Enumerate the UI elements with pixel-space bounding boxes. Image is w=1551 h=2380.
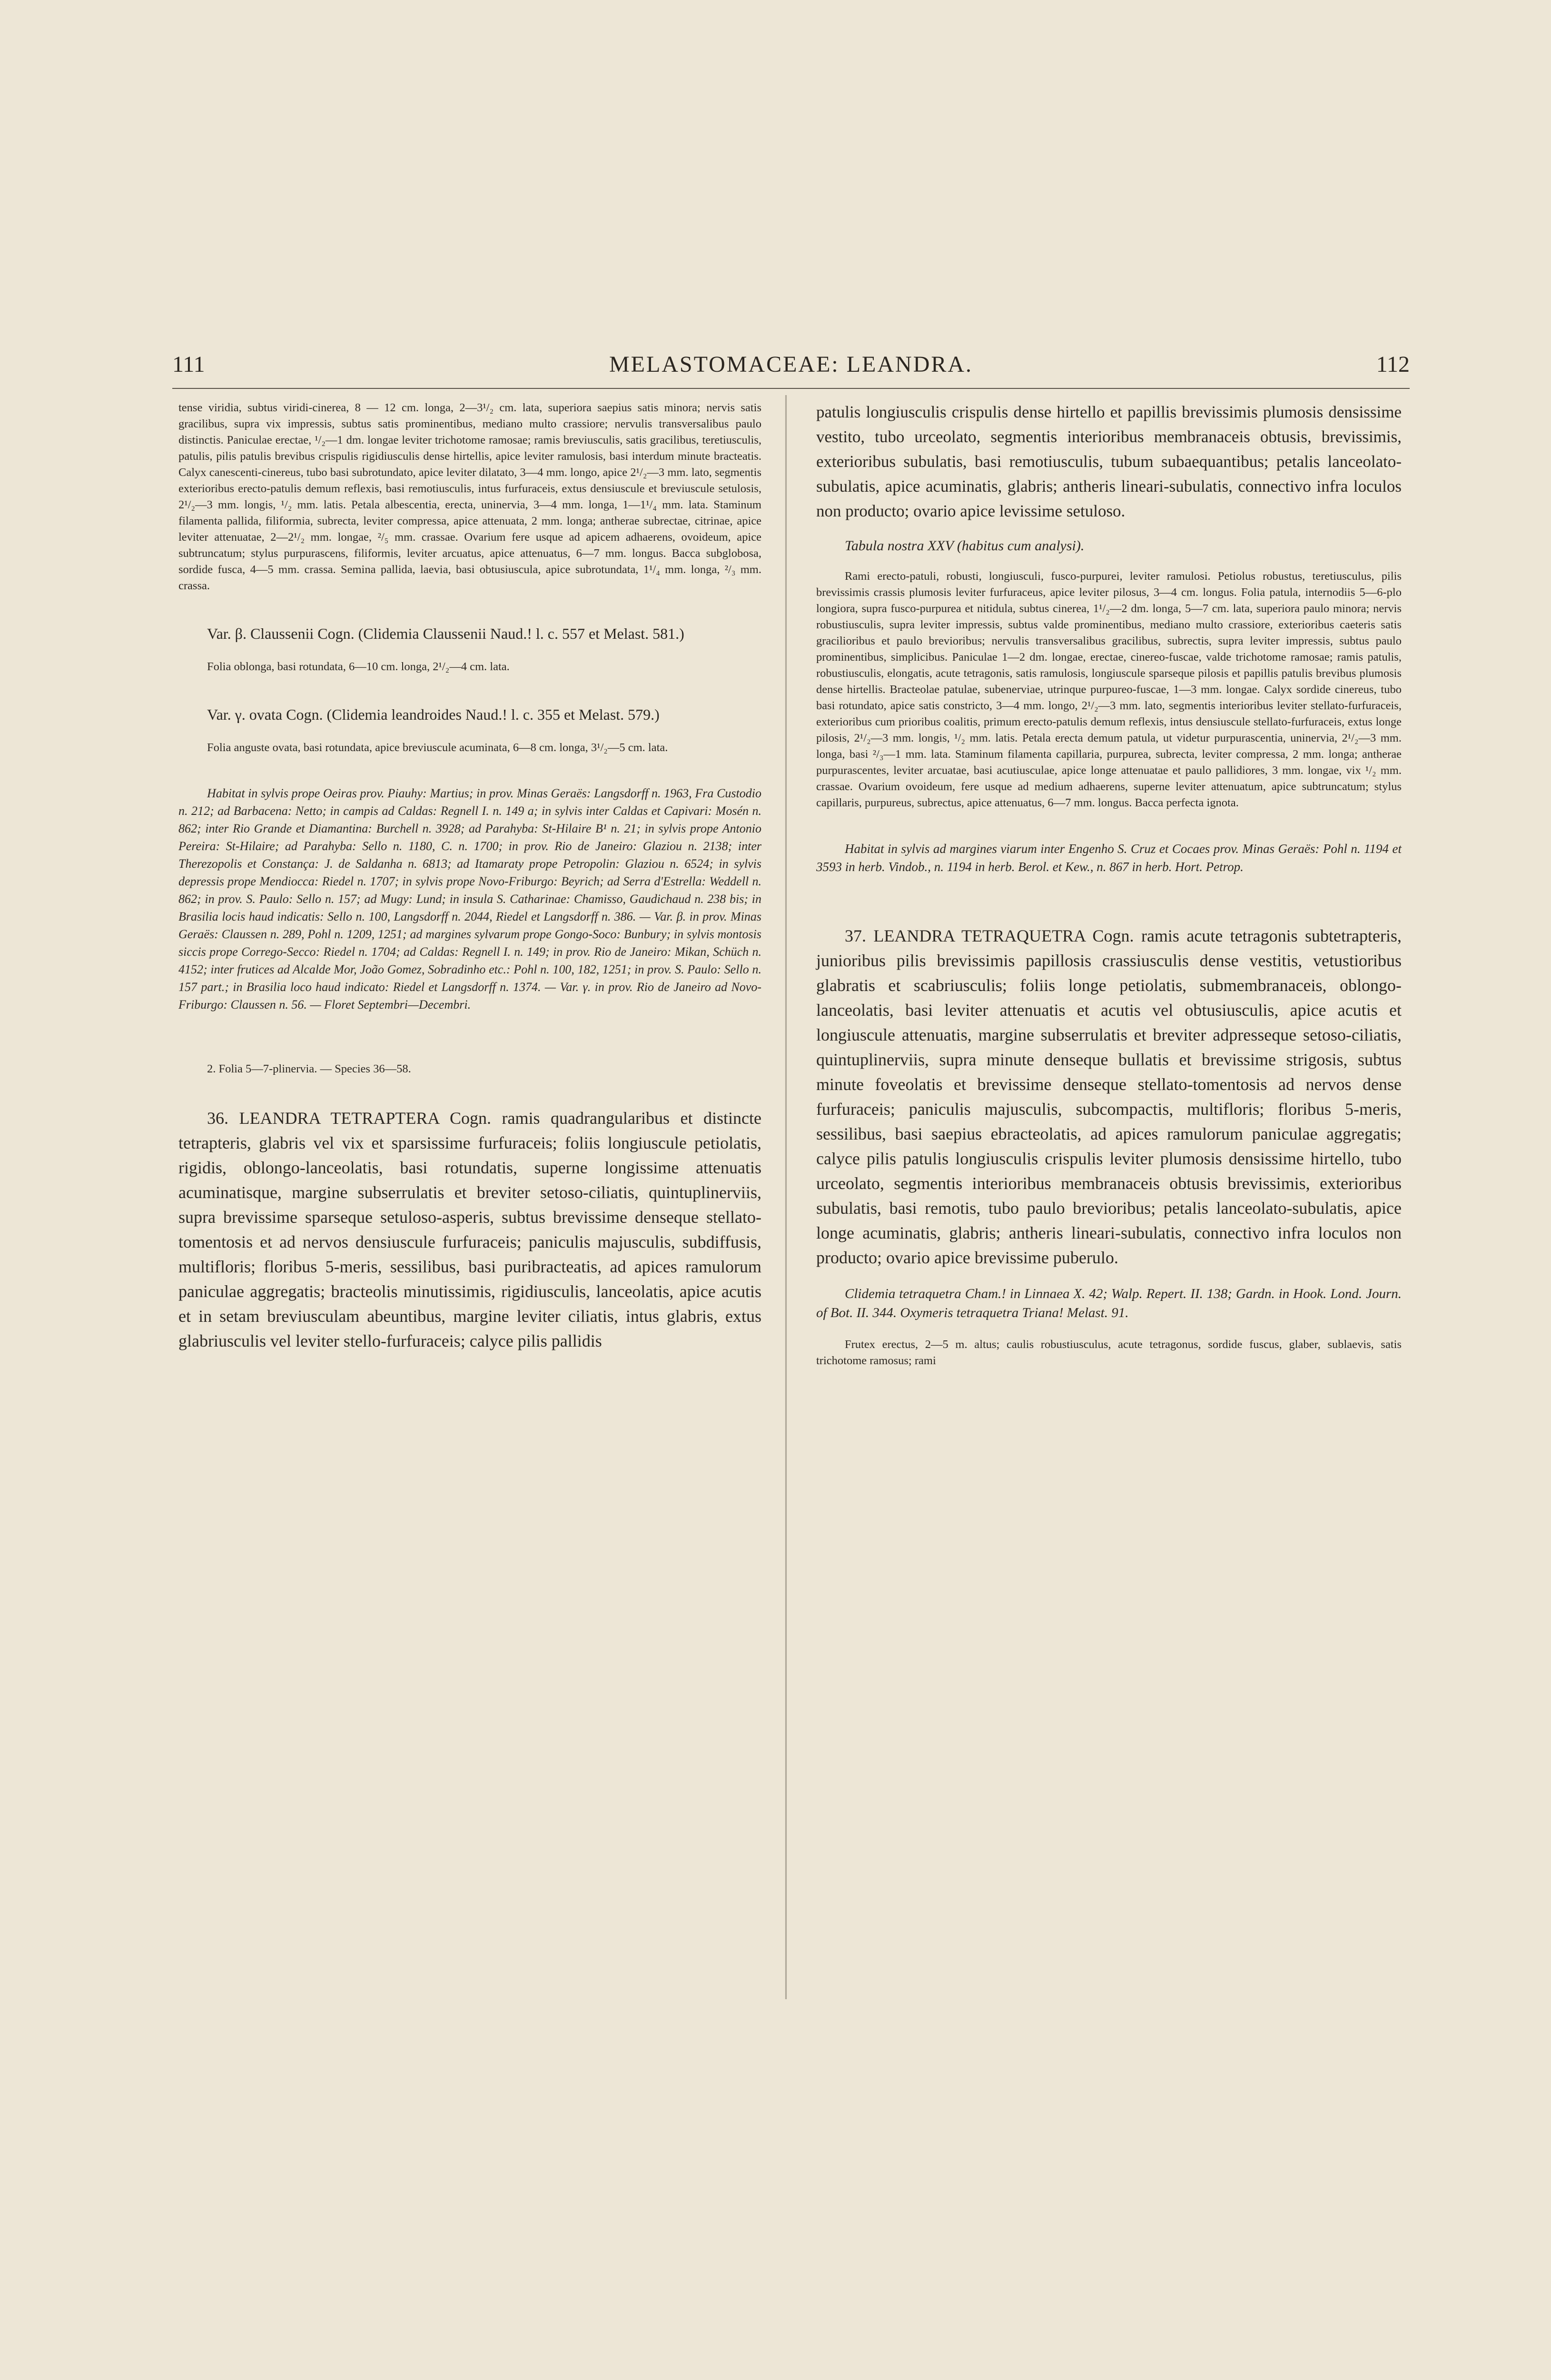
species-37-diagnosis: 37. LEANDRA TETRAQUETRA Cogn. ramis acute tetragonis subtetrapteris, junioribus pilis brevissimis papillosis crassiusculis dense vestitis, vetustioribus glabratis et scabriusculis; foliis longe petiolatis, submembranaceis, oblongo-lanceolatis, basi leviter attenuatis et acutis vel obtusiusculis, apice acutis et longiuscule attenuatis, margine subserrulatis et breviter adpresseque setoso-ciliatis, quintuplinerviis, supra minute denseque bullatis et brevissime strigosis, subtus minute foveolatis et brevissime denseque stellato-tomentosis ad nervos dense furfuraceis; paniculis majusculis, subcompactis, multifloris; floribus 5-meris, sessilibus, basi saepius ebracteolatis, ad apices ramulorum paniculae aggregatis; calyce pilis patulis longiusculis crispulis leviter plumosis densissime hirtello, tubo urceolato, segmentis interioribus membranaceis obtusis brevissimis, exterioribus subulatis, basi remotis, tubo paulo brevioribus; petalis lanceolato-subulatis, apice longe acuminatis, glabris; antheris lineari-subulatis, connectivo infra loculos non producto; ovario apice brevissime puberulo. bbox=[816, 926, 1402, 1267]
variety-beta-description: Folia oblonga, basi rotundata, 6—10 cm. longa, 2¹/₂—4 cm. lata. bbox=[207, 660, 510, 673]
species-37-description: Frutex erectus, 2—5 m. altus; caulis robustiusculus, acute tetragonus, sordide fuscus, glaber, sublaevis, satis trichotome ramosus; rami bbox=[816, 1338, 1402, 1367]
page-number-left: 111 bbox=[172, 352, 205, 377]
species-36-description: Rami erecto-patuli, robusti, longiusculi, fusco-purpurei, leviter ramulosi. Petiolus robustus, teretiusculus, pilis brevissimis crassis plumosis leviter furfuraceus, apice leviter pilosus, 3—4 cm. longus. Folia patula, internodiis 5—6-plo longiora, supra fusco-purpurea et nitidula, subtus cinerea, 1¹/₂—2 dm. longa, 5—7 cm. lata, superiora paulo minora; nervis robustiusculis, supra leviter impressis, subtus valde prominentibus, mediano multo crassiore, exterioribus caeteris satis gracilioribus et paulo brevioribus; nervulis transversalibus gracilibus, subrectis, supra leviter impressis, subtus paulo prominentibus, simplicibus. Paniculae 1—2 dm. longae, erectae, cinereo-fuscae, valde trichotome ramosae; ramis patulis, robustiusculis, elongatis, acute tetragonis, satis ramulosis, longiuscule sparseque pilosis et papillis patulis brevibus plumosis dense hirtellis. Bracteolae patulae, subenerviae, utrinque purpureo-fuscae, 1—3 mm. longae. Calyx sordide cinereus, tubo basi rotundato, apice satis constricto, 3—4 mm. longo, 2¹/₂—3 mm. lato, segmentis interioribus leviter stellato-furfuraceis, exterioribus cum prioribus coalitis, primum erecto-patulis demum reflexis, intus densiuscule stellato-furfuraceis, extus longe pilosis, 2¹/₂—3 mm. longis, ¹/₂ mm. latis. Petala erecta demum patula, ut videtur purpurascentia, uninervia, 2¹/₂—3 mm. longa, basi ²/₃—1 mm. lata. Staminum filamenta capillaria, purpurea, subrecta, leviter compressa, 2 mm. longa; antherae purpurascentes, leviter arcuatae, basi acutiusculae, apice longe attenuatae et paulo pallidiores, 3 mm. longae, vix ¹/₂ mm. crassae. Ovarium ovoideum, fere usque ad medium adhaerens, superne leviter attenuatum, apice subtruncatum; stylus capillaris, purpureus, subrectus, apice attenuatus, 6—7 mm. longus. Bacca perfecta ignota. bbox=[816, 570, 1402, 809]
species-36-diagnosis: 36. LEANDRA TETRAPTERA Cogn. ramis quadrangularibus et distincte tetrapteris, glabris vel vix et sparsissime furfuraceis; foliis longiuscule petiolatis, rigidis, oblongo-lanceolatis, basi rotundatis, superne longissime attenuatis acuminatisque, margine subserrulatis et breviter setoso-ciliatis, quintuplinerviis, supra brevissime sparseque setuloso-asperis, subtus brevissime denseque stellato-tomentosis et ad nervos densiuscule furfuraceis; paniculis majusculis, subdiffusis, multifloris; floribus 5-meris, sessilibus, basi puribracteatis, ad apices ramulorum paniculae aggregatis; bracteolis minutissimis, rigidiusculis, lanceolatis, apice acutis et in setam breviusculam abeuntibus, margine leviter ciliatis, intus glabris, extus glabriusculis vel leviter stello-furfuraceis; calyce pilis pallidis bbox=[178, 1109, 761, 1350]
group-note: 2. Folia 5—7-plinervia. — Species 36—58. bbox=[207, 1062, 411, 1075]
habitat-paragraph: Habitat in sylvis prope Oeiras prov. Piauhy: Martius; in prov. Minas Geraës: Langsdorff n. 1963, Fra Custodio n. 212; ad Barbacena: Netto; in campis ad Caldas: Regnell I. n. 149 a; in sylvis inter Caldas et Capivari: Mosén n. 862; inter Rio Grande et Diamantina: Burchell n. 3928; ad Parahyba: St-Hilaire B¹ n. 21; in sylvis prope Antonio Pereira: St-Hilaire; ad Parahyba: Sello n. 1180, C. n. 1700; in prov. Rio de Janeiro: Glaziou n. 2138; inter Therezopolis et Constança: J. de Saldanha n. 6813; ad Itamaraty prope Petropolin: Glaziou n. 6524; in sylvis depressis prope Mendiocca: Riedel n. 1707; in sylvis prope Novo-Friburgo: Beyrich; ad Serra d'Estrella: Weddell n. 862; in prov. S. Paulo: Sello n. 157; ad Mugy: Lund; in insula S. Catharinae: Chamisso, Gaudichaud n. 238 bis; in Brasilia locis haud indicatis: Sello n. 100, Langsdorff n. 2044, Riedel et Langsdorff n. 386. — Var. β. in prov. Minas Geraës: Claussen n. 289, Pohl n. 1209, 1251; ad margines sylvarum prope Gongo-Soco: Bunbury; in sylvis montosis siccis prope Corrego-Secco: Riedel n. 1704; ad Caldas: Regnell I. n. 149; in prov. Rio de Janeiro: Mikan, Schüch n. 4152; inter frutices ad Alcalde Mor, João Gomez, Sobradinho etc.: Pohl n. 100, 182, 1251; in prov. S. Paulo: Sello n. 157 part.; in Brasilia loco haud indicato: Riedel et Langsdorff n. 1374. — Var. γ. in prov. Rio de Janeiro ad Novo-Friburgo: Claussen n. 56. — Floret Septembri—Decembri. bbox=[178, 786, 761, 1012]
running-header bbox=[172, 351, 1410, 385]
plate-reference: Tabula nostra XXV (habitus cum analysi). bbox=[845, 538, 1085, 554]
variety-gamma-heading: Var. γ. ovata Cogn. (Clidemia leandroides Naud.! l. c. 355 et Melast. 579.) bbox=[207, 706, 660, 723]
variety-beta-heading: Var. β. Claussenii Cogn. (Clidemia Claussenii Naud.! l. c. 557 et Melast. 581.) bbox=[207, 625, 684, 642]
left-column bbox=[178, 400, 761, 1353]
page-number-right: 112 bbox=[1376, 352, 1410, 377]
description-continued: tense viridia, subtus viridi-cinerea, 8 — 12 cm. longa, 2—3¹/₂ cm. lata, superiora saepius satis minora; nervis satis gracilibus, supra vix impressis, subtus satis prominentibus, mediano multo crassiore; nervulis transversalibus paulo distinctis. Paniculae erectae, ¹/₂—1 dm. longae leviter trichotome ramosae; ramis breviusculis, satis gracilibus, teretiusculis, patulis, pilis patulis brevibus crispulis rigidiusculis dense hirtellis, apice leviter ramulosis, basi interdum minute bracteatis. Calyx canescenti-cinereus, tubo basi subrotundato, apice leviter dilatato, 3—4 mm. longo, apice 2¹/₂—3 mm. lato, segmentis exterioribus erecto-patulis demum reflexis, basi remotiusculis, intus furfuraceis, extus densiuscule et breviuscule setulosis, 2¹/₂—3 mm. longis, ¹/₂ mm. latis. Petala albescentia, erecta, uninervia, 3—4 mm. longa, 1—1¹/₄ mm. lata. Staminum filamenta pallida, filiformia, subrecta, leviter compressa, apice attenuata, 2 mm. longa; antherae subrectae, citrinae, apice leviter attenuatae, 2—2¹/₂ mm. longae, ²/₅ mm. crassae. Ovarium fere usque ad apicem adhaerens, ovoideum, apice subtruncatum; stylus purpurascens, filiformis, leviter arcuatus, apice attenuatus, 6—7 mm. longus. Bacca subglobosa, sordide fusca, 4—5 mm. crassa. Semina pallida, laevia, basi obtusiuscula, apice subrotundata, 1¹/₄ mm. longa, ²/₃ mm. crassa. bbox=[178, 401, 761, 592]
right-column bbox=[816, 400, 1402, 1369]
column-divider bbox=[785, 395, 787, 1999]
species-36-diagnosis-continued: patulis longiusculis crispulis dense hirtello et papillis brevissimis plumosis densissime vestito, tubo urceolato, segmentis interioribus membranaceis obtusis, brevissimis, exterioribus subulatis, basi remotiusculis, tubum subaequantibus; petalis lanceolato-subulatis, apice acuminatis, glabris; antheris lineari-subulatis, connectivo infra loculos non producto; ovario apice levissime setuloso. bbox=[816, 403, 1402, 520]
species-36-habitat: Habitat in sylvis ad margines viarum inter Engenho S. Cruz et Cocaes prov. Minas Geraës: Pohl n. 1194 et 3593 in herb. Vindob., n. 1194 in herb. Berol. et Kew., n. 867 in herb. Hort. Petrop. bbox=[816, 842, 1402, 874]
species-37-synonyms: Clidemia tetraquetra Cham.! in Linnaea X. 42; Walp. Repert. II. 138; Gardn. in Hook. Lond. Journ. of Bot. II. 344. Oxymeris tetraquetra Triana! Melast. 91. bbox=[816, 1286, 1402, 1320]
header-rule bbox=[172, 388, 1410, 389]
running-title: MELASTOMACEAE: LEANDRA. bbox=[609, 352, 973, 377]
variety-gamma-description: Folia anguste ovata, basi rotundata, apice breviuscule acuminata, 6—8 cm. longa, 3¹/₂—5 cm. lata. bbox=[207, 741, 668, 754]
